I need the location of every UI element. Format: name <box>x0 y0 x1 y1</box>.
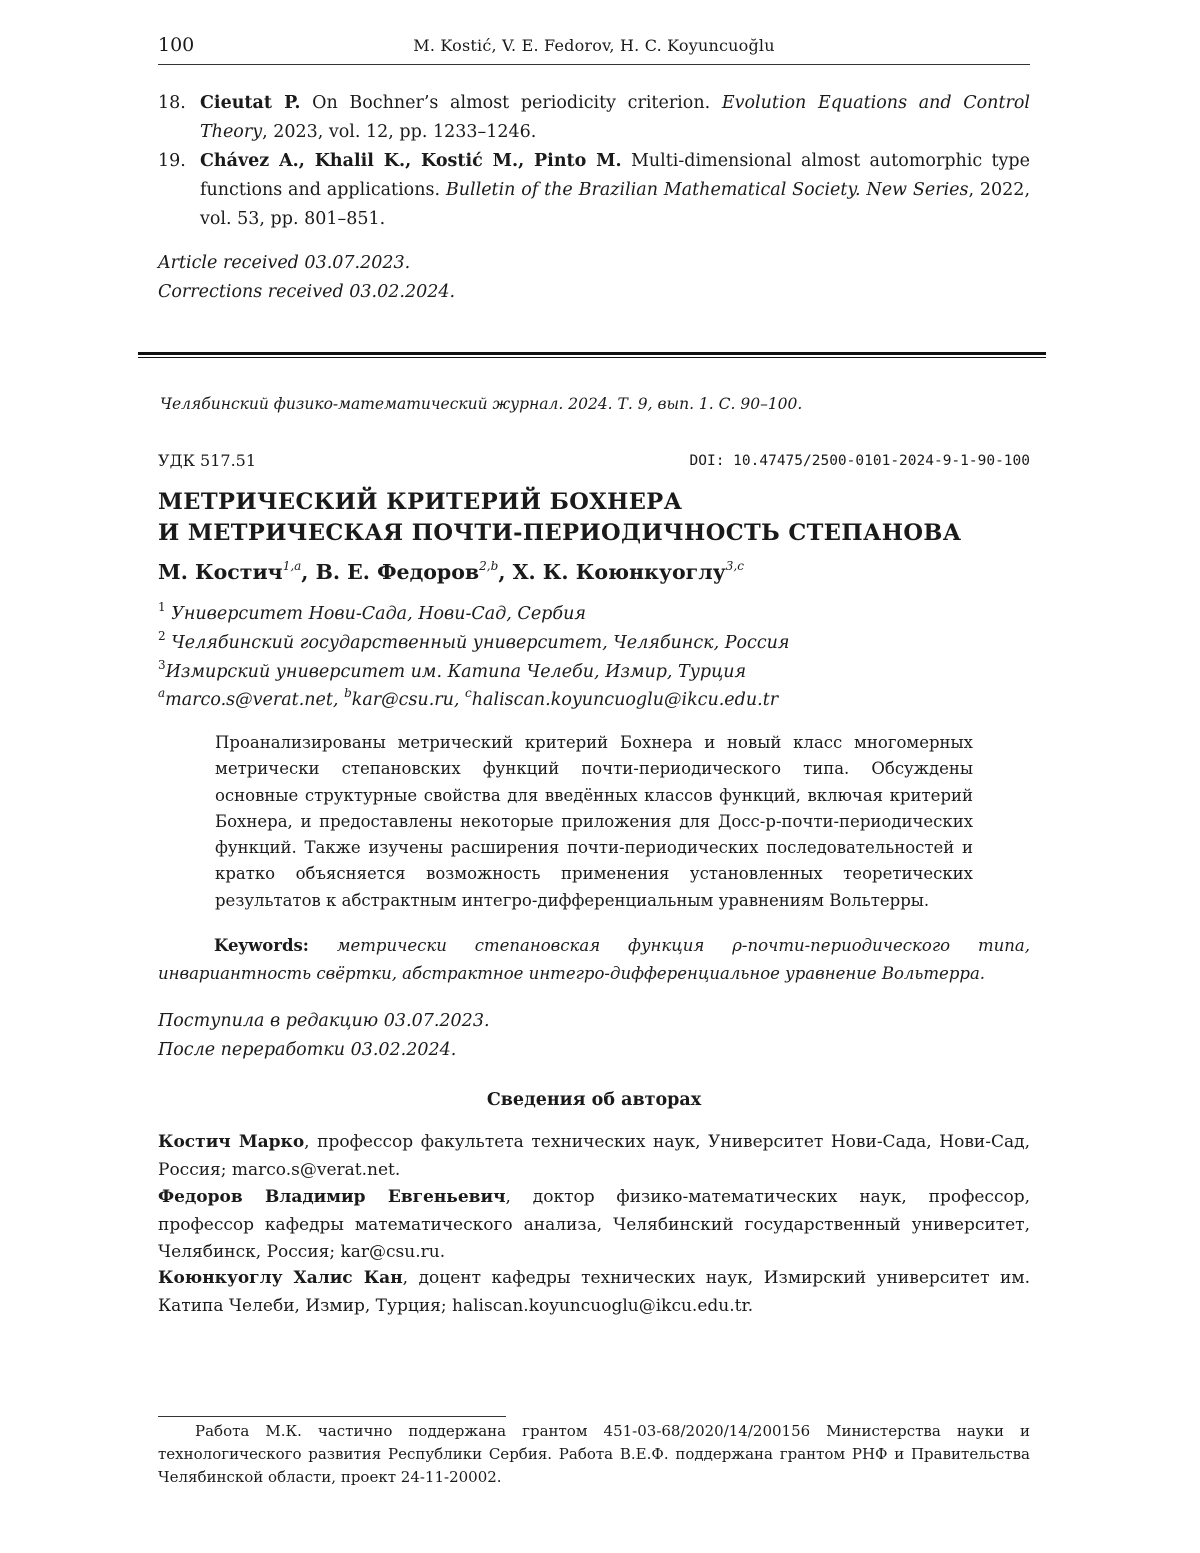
doi: DOI: 10.47475/2500-0101-2024-9-1-90-100 <box>690 453 1030 469</box>
author-name: Х. К. Коюнкуоглу <box>513 560 726 584</box>
author-info-text: , доктор физико-математических наук, профессор, профессор кафедры математического анализа, Челябинский государственный университет, Челябинск, Россия; kar@csu.ru. <box>158 1187 1030 1262</box>
paper-title-line: МЕТРИЧЕСКИЙ КРИТЕРИЙ БОХНЕРА <box>158 487 962 518</box>
affiliation-text: Университет Нови-Сада, Нови-Сад, Сербия <box>171 604 586 624</box>
abstract: Проанализированы метрический критерий Бохнера и новый класс многомерных метрически степановских функций почти-периодического типа. Обсуждены основные структурные свойства для введённых классов функций, включая критерий Бохнера, и предоставлены некоторые приложения для Досс-p-почти-периодических функций. Также изучены расширения почти-периодических последовательностей и кратко объясняется возможность применения установленных теоретических результатов к абстрактным интегро-дифференциальным уравнениям Вольтерры. <box>215 730 973 914</box>
article-received: Article received 03.07.2023. <box>158 253 410 273</box>
author-info <box>158 1129 1030 1184</box>
reference-item <box>158 147 1030 234</box>
author-superscript: 3,c <box>726 559 744 573</box>
affiliation-superscript: 1 <box>158 600 166 614</box>
affiliation <box>158 629 789 653</box>
separator-rule <box>138 352 1046 355</box>
email-text: kar@csu.ru, <box>352 690 460 710</box>
author-name: В. Е. Федоров <box>316 560 480 584</box>
affiliation <box>158 600 586 624</box>
reference-title: On Bochner’s almost periodicity criterion. <box>312 93 710 113</box>
reference-details: , 2022, vol. 53, pp. 801–851. <box>200 180 1030 229</box>
affiliation-superscript: 2 <box>158 629 166 643</box>
email-superscript: b <box>344 686 352 700</box>
author-emails <box>158 686 778 710</box>
keywords-text: метрически степановская функция ρ-почти-периодического типа, инвариантность свёртки, абстрактное интегро-дифференциальное уравнение Вольтерра. <box>158 936 1030 983</box>
email-superscript: a <box>158 686 165 700</box>
email-text: haliscan.koyuncuoglu@ikcu.edu.tr <box>472 690 778 710</box>
reference-title: Multi-dimensional almost automorphic type functions and applications. <box>200 151 1030 200</box>
reference-venue: Bulletin of the Brazilian Mathematical Society. New Series <box>446 180 969 200</box>
reference-details: , 2023, vol. 12, pp. 1233–1246. <box>262 122 536 142</box>
journal-citation: Челябинский физико-математический журнал. 2024. Т. 9, вып. 1. С. 90–100. <box>160 395 802 413</box>
author-info-text: , профессор факультета технических наук, Университет Нови-Сада, Нови-Сад, Россия; marco.s@verat.net. <box>158 1132 1030 1180</box>
affiliation-superscript: 3 <box>158 658 166 672</box>
author-superscript: 1,a <box>283 559 302 573</box>
author-info <box>158 1184 1030 1267</box>
corrections-received: Corrections received 03.02.2024. <box>158 282 455 302</box>
received-date: Поступила в редакцию 03.07.2023. <box>158 1011 490 1031</box>
running-header <box>158 34 1030 65</box>
author-info-name: Федоров Владимир Евгеньевич <box>158 1187 506 1207</box>
page-number: 100 <box>158 34 194 56</box>
separator-rule-thin <box>138 357 1046 358</box>
affiliation-text: Челябинский государственный университет, Челябинск, Россия <box>171 633 789 653</box>
reference-number: 19. <box>158 147 186 176</box>
reference-authors: Chávez A., Khalil K., Kostić M., Pinto M. <box>200 151 622 171</box>
reference-venue: Evolution Equations and Control Theory <box>200 93 1030 142</box>
keywords-label: Keywords: <box>214 936 309 955</box>
footnote-rule <box>158 1416 506 1417</box>
author-list: М. Костич1,a, В. Е. Федоров2,b, Х. К. Коюнкуоглу3,c <box>158 559 744 584</box>
about-authors-title: Сведения об авторах <box>158 1090 1030 1110</box>
author-superscript: 2,b <box>479 559 498 573</box>
author-info-name: Коюнкуоглу Халис Кан <box>158 1268 403 1288</box>
revised-date: После переработки 03.02.2024. <box>158 1040 456 1060</box>
author-name: М. Костич <box>158 560 283 584</box>
udk-code: УДК 517.51 <box>158 451 256 470</box>
paper-title <box>158 487 962 549</box>
footnote: Работа М.К. частично поддержана грантом 451-03-68/2020/14/200156 Министерства науки и технологического развития Республики Сербия. Работа В.Е.Ф. поддержана грантом РНФ и Правительства Челябинской области, проект 24-11-20002. <box>158 1420 1030 1489</box>
author-info-text: , доцент кафедры технических наук, Измирский университет им. Катипа Челеби, Измир, Турция; haliscan.koyuncuoglu@ikcu.edu.tr. <box>158 1268 1030 1316</box>
keywords <box>158 932 1030 988</box>
email-text: marco.s@verat.net, <box>165 690 338 710</box>
email-superscript: c <box>465 686 472 700</box>
reference-item <box>158 89 1030 147</box>
paper-title-line: И МЕТРИЧЕСКАЯ ПОЧТИ-ПЕРИОДИЧНОСТЬ СТЕПАНОВА <box>158 518 962 549</box>
paper-page <box>158 0 1030 1553</box>
reference-number: 18. <box>158 89 186 118</box>
reference-authors: Cieutat P. <box>200 93 300 113</box>
running-header-authors: M. Kostić, V. E. Fedorov, H. C. Koyuncuoğlu <box>158 36 1030 55</box>
author-info <box>158 1265 1030 1320</box>
author-info-name: Костич Марко <box>158 1132 304 1152</box>
affiliation-text: Измирский университет им. Катипа Челеби, Измир, Турция <box>166 662 747 682</box>
affiliation <box>158 658 746 682</box>
